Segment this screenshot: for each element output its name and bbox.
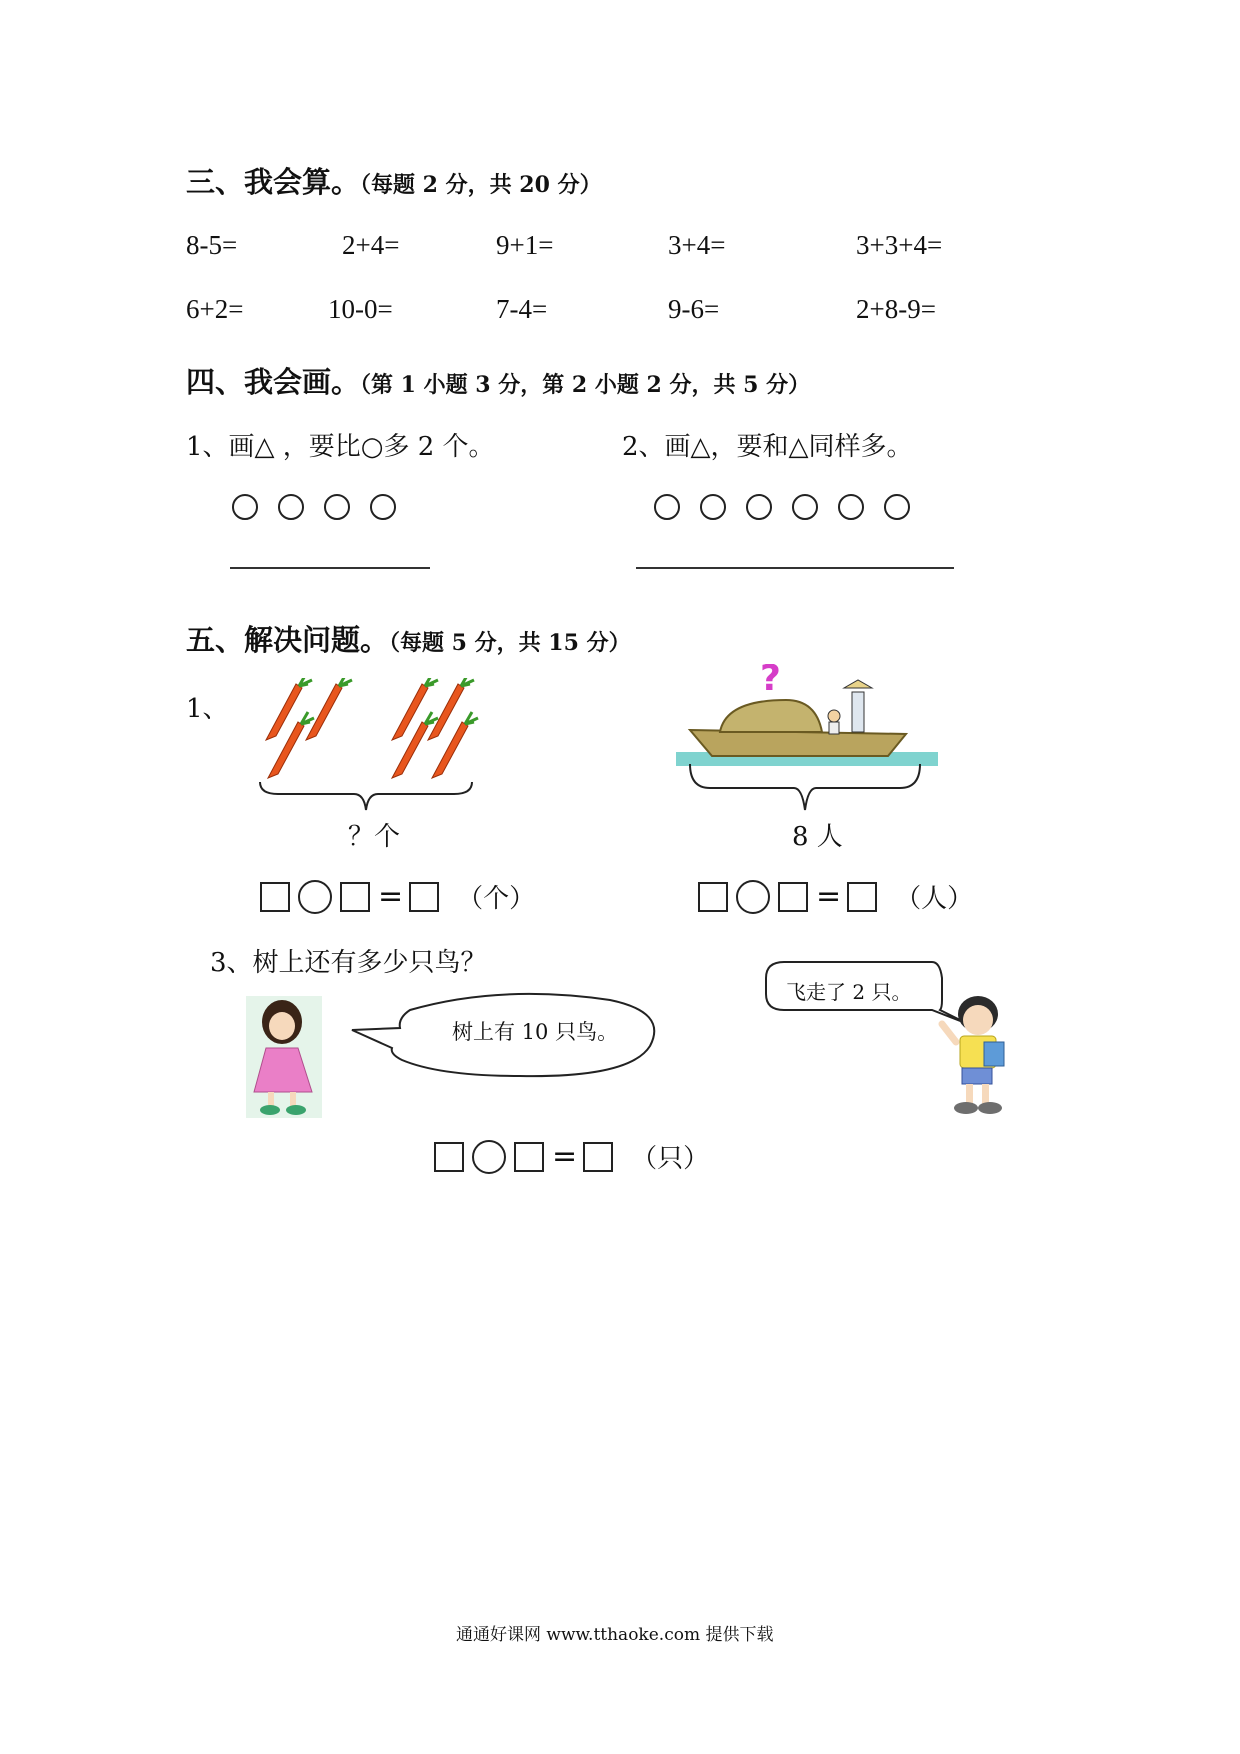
child-figure-icon bbox=[828, 710, 840, 722]
circle-shape bbox=[654, 494, 680, 520]
boy-shoe-shape bbox=[954, 1102, 978, 1114]
carrot-icon bbox=[428, 678, 474, 740]
answer-box[interactable] bbox=[434, 1142, 464, 1172]
unit-label: （只） bbox=[631, 1144, 710, 1174]
section3-title: 三、我会算。 bbox=[186, 165, 361, 199]
boy-face-icon bbox=[963, 1005, 993, 1035]
unit-label: （个） bbox=[457, 884, 536, 914]
q2-circle-row bbox=[654, 494, 930, 524]
carrot-icon bbox=[306, 678, 352, 740]
answer-box[interactable] bbox=[409, 882, 439, 912]
boat-canopy-shape bbox=[720, 700, 822, 732]
expr-2-2: 10-0= bbox=[328, 294, 393, 324]
equation-row-3 bbox=[434, 1138, 709, 1175]
girl-illustration bbox=[246, 996, 322, 1118]
girl-bubble-text: 树上有 10 只鸟。 bbox=[452, 1020, 619, 1044]
boy-illustration bbox=[930, 990, 1014, 1120]
problem1-label: 1、 bbox=[186, 694, 229, 724]
carrot-icon bbox=[392, 712, 438, 778]
section4-heading bbox=[186, 360, 810, 401]
circle-shape bbox=[370, 494, 396, 520]
answer-box[interactable] bbox=[847, 882, 877, 912]
q1-answer-line[interactable] bbox=[230, 567, 430, 569]
carrots-brace bbox=[258, 780, 474, 814]
carrot-icon bbox=[266, 678, 312, 740]
question-mark-icon: ? bbox=[760, 664, 781, 699]
answer-box[interactable] bbox=[340, 882, 370, 912]
circle-shape bbox=[746, 494, 772, 520]
section5-title: 五、解决问题。 bbox=[186, 623, 390, 657]
q2-answer-line[interactable] bbox=[636, 567, 954, 569]
boat-brace bbox=[688, 762, 922, 814]
unit-label: （人） bbox=[895, 884, 974, 914]
circle-shape bbox=[324, 494, 350, 520]
answer-box[interactable] bbox=[778, 882, 808, 912]
answer-box[interactable] bbox=[698, 882, 728, 912]
expr-2-3: 7-4= bbox=[496, 294, 548, 324]
equation-row-2 bbox=[698, 878, 973, 915]
boat-illustration bbox=[676, 664, 938, 772]
expr-2-1: 6+2= bbox=[186, 294, 244, 324]
expr-1-2: 2+4= bbox=[342, 230, 400, 260]
circle-shape bbox=[838, 494, 864, 520]
problem3-question: 3、树上还有多少只鸟？ bbox=[210, 948, 487, 978]
answer-box[interactable] bbox=[260, 882, 290, 912]
equation-row-1 bbox=[260, 878, 535, 915]
equals-sign: = bbox=[378, 879, 404, 914]
boy-shoe-shape bbox=[978, 1102, 1002, 1114]
operator-circle[interactable] bbox=[298, 880, 332, 914]
expr-1-5: 3+3+4= bbox=[856, 230, 943, 260]
expr-1-3: 9+1= bbox=[496, 230, 554, 260]
boatman-hat-icon bbox=[844, 680, 872, 688]
boy-shorts-shape bbox=[962, 1068, 992, 1084]
equals-sign: = bbox=[552, 1139, 578, 1174]
circle-shape bbox=[232, 494, 258, 520]
problem1-caption: ？个 bbox=[348, 822, 401, 852]
boat-hull-shape bbox=[690, 730, 906, 756]
boatman-figure-icon bbox=[852, 692, 864, 732]
circle-shape bbox=[278, 494, 304, 520]
page-footer: 通通好课网 www.tthaoke.com 提供下载 bbox=[456, 1625, 774, 1645]
operator-circle[interactable] bbox=[736, 880, 770, 914]
answer-box[interactable] bbox=[583, 1142, 613, 1172]
operator-circle[interactable] bbox=[472, 1140, 506, 1174]
section3-heading bbox=[186, 160, 602, 201]
section5-heading bbox=[186, 618, 631, 659]
problem2-caption: 8 人 bbox=[792, 822, 843, 852]
girl-face-icon bbox=[269, 1012, 295, 1040]
carrots-illustration bbox=[258, 678, 484, 782]
answer-box[interactable] bbox=[514, 1142, 544, 1172]
circle-shape bbox=[700, 494, 726, 520]
expr-1-1: 8-5= bbox=[186, 230, 238, 260]
draw-question-1: 1、画△ ，要比○多 2 个。 bbox=[186, 432, 495, 462]
draw-question-2: 2、画△，要和△同样多。 bbox=[622, 432, 913, 462]
equals-sign: = bbox=[816, 879, 842, 914]
expr-2-4: 9-6= bbox=[668, 294, 720, 324]
circle-shape bbox=[884, 494, 910, 520]
book-icon bbox=[984, 1042, 1004, 1066]
expr-1-4: 3+4= bbox=[668, 230, 726, 260]
section4-note: （第 1 小题 3 分，第 2 小题 2 分，共 5 分） bbox=[360, 372, 811, 398]
girl-shoe-shape bbox=[260, 1105, 280, 1115]
section5-note: （每题 5 分，共 15 分） bbox=[389, 630, 631, 656]
girl-shoe-shape bbox=[286, 1105, 306, 1115]
q1-circle-row bbox=[232, 494, 416, 524]
carrot-icon bbox=[268, 712, 314, 778]
boy-bubble-text: 飞走了 2 只。 bbox=[786, 980, 912, 1004]
section4-title: 四、我会画。 bbox=[186, 365, 361, 399]
circle-shape bbox=[792, 494, 818, 520]
expr-2-5: 2+8-9= bbox=[856, 294, 936, 324]
section3-note: （每题 2 分，共 20 分） bbox=[360, 172, 602, 198]
carrot-icon bbox=[392, 678, 438, 740]
